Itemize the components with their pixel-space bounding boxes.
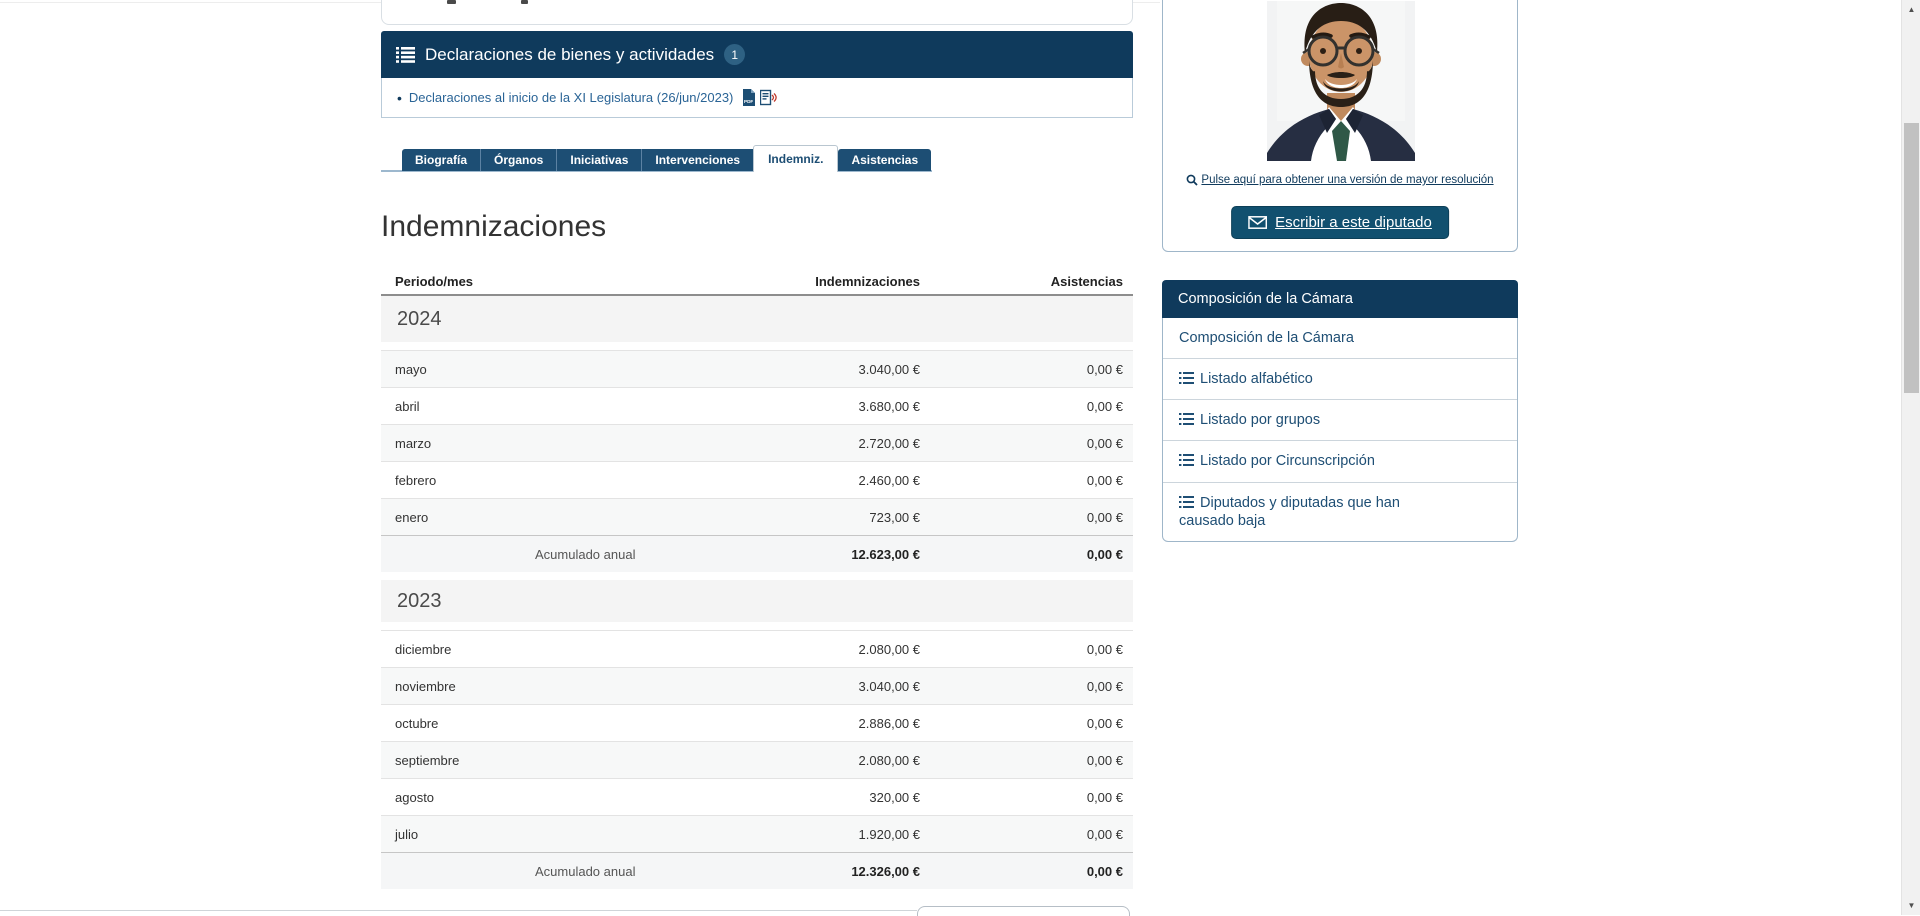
tab-bar	[402, 145, 931, 172]
total-asistencias: 0,00 €	[1086, 863, 1123, 879]
table-row	[381, 350, 1133, 387]
list-icon	[1179, 496, 1194, 508]
total-label: Acumulado anual	[535, 863, 636, 879]
asistencias-cell: 0,00 €	[1086, 472, 1123, 488]
list-icon	[396, 47, 415, 63]
page-title: Indemnizaciones	[381, 210, 607, 243]
indemnizaciones-cell: 723,00 €	[869, 509, 920, 525]
tab-asistencias[interactable]: Asistencias	[838, 149, 931, 171]
declarations-title: Declaraciones de bienes y actividades	[425, 44, 715, 64]
tab-rganos[interactable]: Órganos	[480, 149, 556, 171]
list-icon	[1179, 413, 1194, 425]
asistencias-cell: 0,00 €	[1086, 361, 1123, 377]
month-cell: mayo	[395, 361, 427, 377]
table-row	[381, 741, 1133, 778]
table-row	[381, 630, 1133, 667]
composition-item-listado-por-circunscripci-n[interactable]	[1163, 440, 1517, 481]
year-row: 2024	[381, 296, 1133, 342]
composition-panel	[1162, 280, 1518, 542]
composition-item-diputados-y-diputadas-que-han-[interactable]	[1163, 482, 1517, 541]
tab-strip	[402, 149, 753, 171]
total-row	[381, 852, 1133, 889]
svg-text:PDF: PDF	[744, 99, 754, 104]
indemnizaciones-cell: 3.040,00 €	[858, 361, 920, 377]
composition-item-label: Composición de la Cámara	[1179, 330, 1354, 346]
scrollbar-thumb[interactable]	[1904, 123, 1919, 393]
composition-item-listado-alfab-tico[interactable]	[1163, 358, 1517, 399]
declarations-panel	[381, 31, 1133, 118]
composition-item-label: Diputados y diputadas que han causado baja	[1179, 494, 1400, 529]
envelope-icon	[1248, 216, 1267, 229]
table-row	[381, 667, 1133, 704]
indemnizaciones-cell: 3.680,00 €	[858, 398, 920, 414]
tab-indemniz[interactable]: Indemniz.	[753, 145, 838, 172]
column-header: Indemnizaciones	[815, 273, 920, 289]
year-row: 2023	[381, 580, 1133, 622]
tab-intervenciones[interactable]: Intervenciones	[641, 149, 753, 171]
asistencias-cell: 0,00 €	[1086, 678, 1123, 694]
pdf-icon[interactable]	[742, 89, 756, 106]
total-indemnizaciones: 12.623,00 €	[851, 546, 920, 562]
indemnizaciones-cell: 3.040,00 €	[858, 678, 920, 694]
scroll-up-arrow[interactable]: ▲	[1907, 5, 1916, 14]
audio-version-icon[interactable]	[760, 89, 777, 106]
count-badge: 1	[724, 44, 745, 65]
tab-biografa[interactable]: Biografía	[415, 153, 468, 167]
month-cell: febrero	[395, 472, 437, 488]
previous-panel-partial	[381, 0, 1133, 25]
table-row	[381, 815, 1133, 852]
composition-item-composici-n-de-la-c-mara[interactable]	[1163, 318, 1517, 358]
scroll-down-arrow[interactable]: ▼	[1907, 901, 1916, 910]
table-row	[381, 704, 1133, 741]
write-to-deputy-button[interactable]: Escribir a este diputado	[1231, 206, 1449, 239]
asistencias-cell: 0,00 €	[1086, 789, 1123, 805]
month-cell: agosto	[395, 789, 435, 805]
list-icon	[1179, 372, 1194, 384]
table-row	[381, 778, 1133, 815]
total-asistencias: 0,00 €	[1086, 546, 1123, 562]
deputy-profile-card	[1162, 0, 1518, 252]
total-row	[381, 535, 1133, 572]
indemnizaciones-cell: 1.920,00 €	[858, 826, 920, 842]
footer-divider	[0, 910, 917, 911]
table-row	[381, 387, 1133, 424]
month-cell: septiembre	[395, 752, 460, 768]
total-label: Acumulado anual	[535, 546, 636, 562]
indemnizaciones-table	[381, 268, 1133, 889]
table-header-row	[381, 268, 1133, 296]
asistencias-cell: 0,00 €	[1086, 509, 1123, 525]
month-cell: diciembre	[395, 641, 452, 657]
total-indemnizaciones: 12.326,00 €	[851, 863, 920, 879]
composition-item-label: Listado alfabético	[1200, 371, 1313, 388]
declaration-link[interactable]: Declaraciones al inicio de la XI Legislatura (26/jun/2023)	[408, 90, 734, 105]
composition-panel-header: Composición de la Cámara	[1162, 280, 1518, 318]
composition-item-label: Listado por Circunscripción	[1200, 453, 1375, 470]
list-icon	[1179, 454, 1194, 466]
magnifier-icon	[1186, 174, 1198, 186]
month-cell: julio	[395, 826, 419, 842]
bullet: •	[397, 89, 402, 106]
deputy-photo	[1267, 1, 1415, 161]
declarations-panel-body	[381, 78, 1133, 118]
indemnizaciones-cell: 2.720,00 €	[858, 435, 920, 451]
month-cell: octubre	[395, 715, 439, 731]
composition-list	[1162, 318, 1518, 542]
asistencias-cell: 0,00 €	[1086, 641, 1123, 657]
month-cell: noviembre	[395, 678, 456, 694]
column-header: Periodo/mes	[395, 273, 474, 289]
column-header: Asistencias	[1050, 273, 1123, 289]
month-cell: marzo	[395, 435, 432, 451]
table-row	[381, 461, 1133, 498]
indemnizaciones-cell: 2.886,00 €	[858, 715, 920, 731]
table-row	[381, 424, 1133, 461]
month-cell: abril	[395, 398, 420, 414]
indemnizaciones-cell: 320,00 €	[869, 789, 920, 805]
higher-resolution-link[interactable]: Pulse aquí para obtener una versión de mayor resolución	[1163, 174, 1517, 186]
composition-item-label: Listado por grupos	[1200, 412, 1321, 429]
table-row	[381, 498, 1133, 535]
month-cell: enero	[395, 509, 429, 525]
composition-item-listado-por-grupos[interactable]	[1163, 399, 1517, 440]
indemnizaciones-cell: 2.080,00 €	[858, 641, 920, 657]
asistencias-cell: 0,00 €	[1086, 398, 1123, 414]
clipped-text-remnant	[521, 0, 528, 4]
indemnizaciones-cell: 2.080,00 €	[858, 752, 920, 768]
asistencias-cell: 0,00 €	[1086, 826, 1123, 842]
declarations-panel-header	[381, 31, 1133, 78]
asistencias-cell: 0,00 €	[1086, 715, 1123, 731]
tab-iniciativas[interactable]: Iniciativas	[556, 149, 641, 171]
vertical-scrollbar[interactable]	[1901, 0, 1920, 915]
indemnizaciones-cell: 2.460,00 €	[858, 472, 920, 488]
asistencias-cell: 0,00 €	[1086, 752, 1123, 768]
clipped-text-remnant	[447, 0, 456, 4]
asistencias-cell: 0,00 €	[1086, 435, 1123, 451]
